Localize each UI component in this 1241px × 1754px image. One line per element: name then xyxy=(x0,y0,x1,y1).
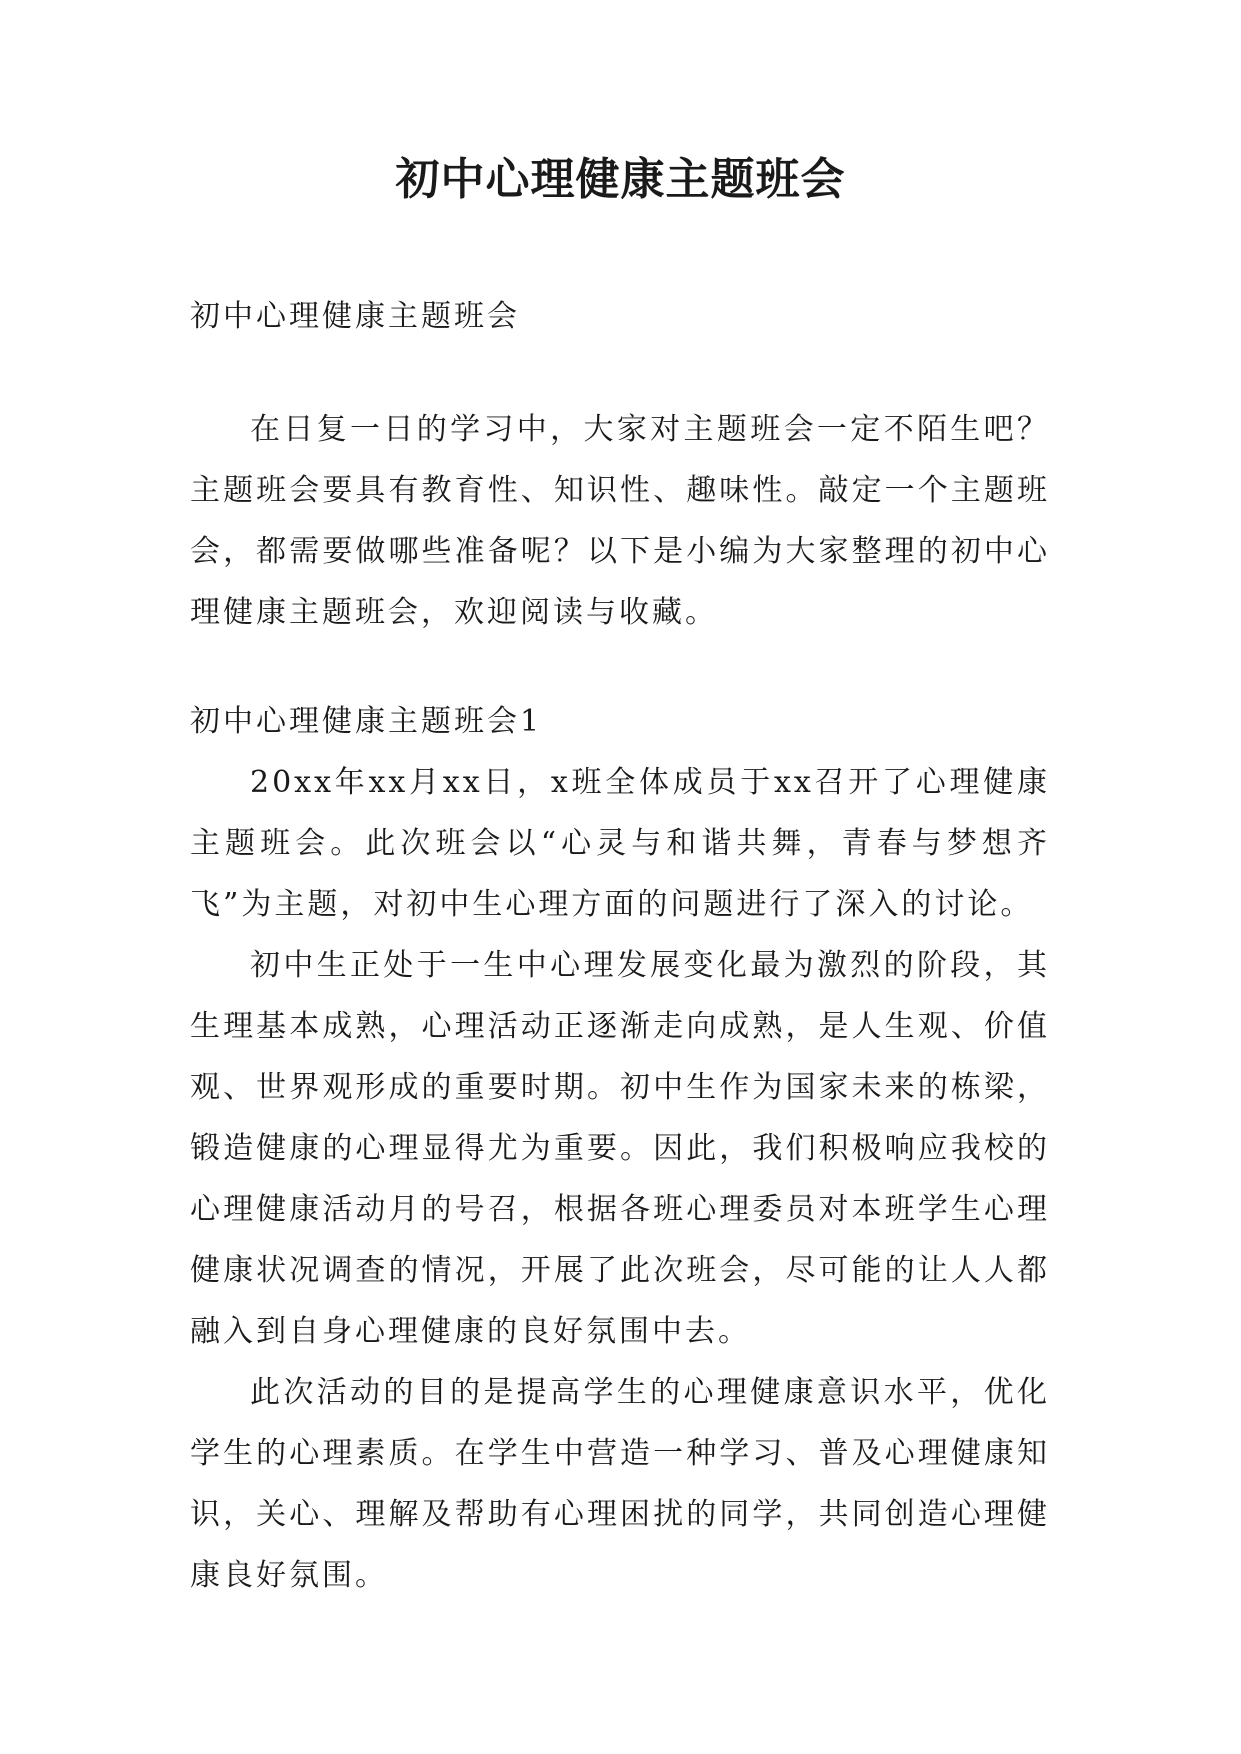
body-paragraph: 初中生正处于一生中心理发展变化最为激烈的阶段，其生理基本成熟，心理活动正逐渐走向成熟，是人生观、价值观、世界观形成的重要时期。初中生作为国家未来的栋梁，锻造健康的心理显得尤为重要。因此，我们积极响应我校的心理健康活动月的号召，根据各班心理委员对本班学生心理健康状况调查的情况，开展了此次班会，尽可能的让人人都融入到自身心理健康的良好氛围中去。 xyxy=(190,948,1050,1349)
section-1 xyxy=(190,691,1050,1606)
intro-block xyxy=(190,399,1050,643)
body-paragraph: 20xx年xx月xx日，x班全体成员于xx召开了心理健康主题班会。此次班会以“心灵与和谐共舞，青春与梦想齐飞”为主题，对初中生心理方面的问题进行了深入的讨论。 xyxy=(190,765,1050,922)
section-heading: 初中心理健康主题班会1 xyxy=(190,704,543,739)
document-subtitle xyxy=(190,286,1050,347)
document-title: 初中心理健康主题班会 xyxy=(395,154,846,205)
intro-paragraph: 在日复一日的学习中，大家对主题班会一定不陌生吧？主题班会要具有教育性、知识性、趣味性。敲定一个主题班会，都需要做哪些准备呢？以下是小编为大家整理的初中心理健康主题班会，欢迎阅读与收藏。 xyxy=(190,412,1050,630)
subtitle-text: 初中心理健康主题班会 xyxy=(190,299,520,334)
body-paragraph: 此次活动的目的是提高学生的心理健康意识水平，优化学生的心理素质。在学生中营造一种学习、普及心理健康知识，关心、理解及帮助有心理困扰的同学，共同创造心理健康良好氛围。 xyxy=(190,1375,1050,1593)
